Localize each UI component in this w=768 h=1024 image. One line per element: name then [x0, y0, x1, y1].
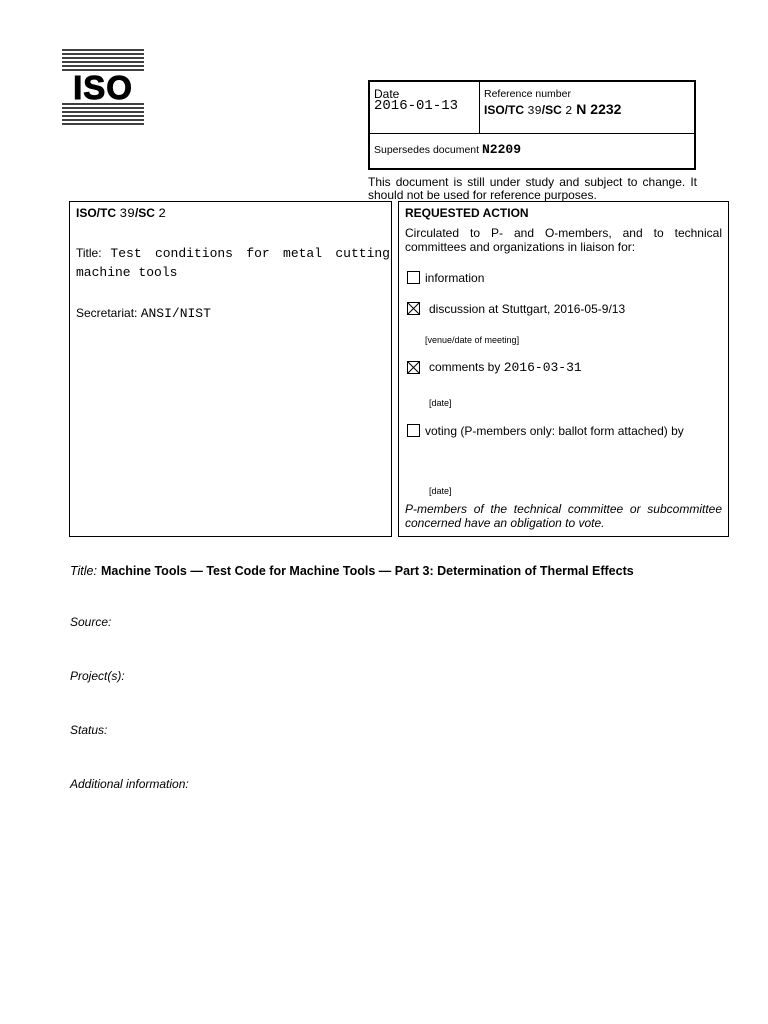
additional-information-label: Additional information: — [70, 777, 189, 791]
comments-checkbox[interactable] — [407, 361, 420, 374]
committee-title: Title: Test conditions for metal cutting machine tools — [76, 246, 390, 280]
date-label: Date — [374, 87, 400, 101]
draft-notice: This document is still under study and subject to change. It should not be used for reference purposes. — [368, 176, 697, 202]
source-label: Source: — [70, 615, 112, 629]
reference-number: ISO/TC 39/SC 2 N 2232 — [484, 101, 622, 118]
projects-label: Project(s): — [70, 669, 125, 683]
requested-action-heading: REQUESTED ACTION — [405, 206, 529, 220]
voting-label: voting (P-members only: ballot form attached) by — [425, 424, 684, 438]
iso-logo-text: ISO — [73, 69, 133, 106]
venue-note: [venue/date of meeting] — [425, 335, 520, 345]
supersedes-value: N2209 — [481, 142, 521, 157]
secretariat: Secretariat: ANSI/NIST — [76, 306, 211, 321]
voting-obligation-note: P-members of the technical committee or subcommittee concerned have an obligation to vote. — [405, 502, 722, 530]
comments-date-note: [date] — [429, 398, 452, 408]
requested-action-box — [398, 201, 729, 537]
supersedes-line: Supersedes document N2209 — [374, 142, 521, 157]
information-checkbox[interactable] — [407, 271, 420, 284]
reference-label: Reference number — [484, 88, 571, 100]
status-label: Status: — [70, 723, 108, 737]
voting-checkbox[interactable] — [407, 424, 420, 437]
committee-box — [69, 201, 392, 537]
reference-box — [368, 80, 696, 170]
discussion-checkbox[interactable] — [407, 302, 420, 315]
comments-label: comments by 2016-03-31 — [429, 360, 582, 375]
document-title: Title: Machine Tools — Test Code for Machine Tools — Part 3: Determination of Thermal Effects — [70, 564, 634, 578]
iso-logo — [62, 48, 144, 126]
discussion-label: discussion at Stuttgart, 2016-05-9/13 — [429, 302, 626, 316]
voting-date-note: [date] — [429, 486, 452, 496]
requested-action-description: Circulated to P- and O-members, and to technical committees and organizations in liaison for: — [405, 226, 722, 254]
information-label: information — [425, 271, 485, 285]
date-value: 2016-01-13 — [374, 98, 459, 114]
comments-date: 2016-03-31 — [503, 360, 582, 375]
committee-id: ISO/TC 39/SC 2 — [76, 206, 167, 221]
